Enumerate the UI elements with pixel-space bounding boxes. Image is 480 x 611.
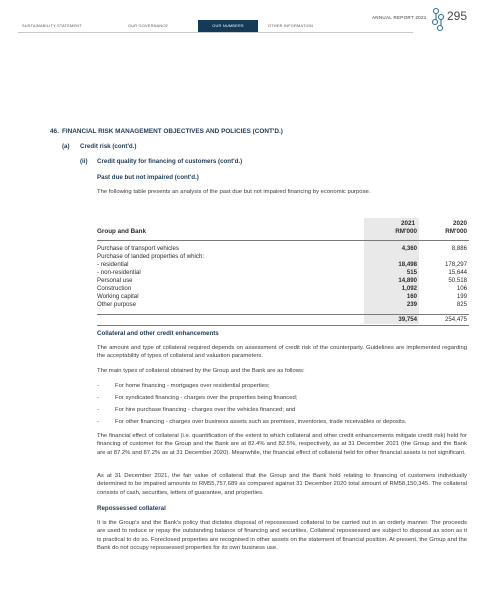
table-row (97, 277, 469, 285)
row-label: - residential (97, 261, 129, 268)
table-row (97, 285, 469, 293)
subsection-ii-title: Credit quality for financing of customers (cont'd.) (97, 158, 243, 165)
list-item-text: For other financing - charges over business assets such as premises, inventories, trade receivables or deposits. (115, 419, 407, 425)
table-header-group-and-bank: Group and Bank (97, 228, 146, 235)
collateral-paragraph-3: The financial effect of collateral (i.e. quantification of the extent to which collateral and other credit enhancements mitigate credit risk) held for financing of customer for the Group and the Bank are at 82.4% and 82.5%, respectively, as at 31 December 2021 (the Group and the Bank are at 87.2% and 87.2% as at 31 December 2020). Meanwhile, the financial effect of collateral held for other financial assets is not significant. (97, 433, 467, 456)
collateral-paragraph-4: As at 31 December 2021, the fair value of collateral that the Group and the Bank hold relating to financing of customers individually determined to be impaired amounts to RM55,757,689 as compared against 31 December 2020 total amount of RM58,150,345. The collateral consists of cash, securities, letters of guarantee, and properties. (97, 473, 467, 496)
table-total-bottom-rule (97, 325, 469, 326)
row-label: Personal use (97, 277, 133, 284)
list-item: - For hire purchase financing - charges over the vehicles financed; and (97, 407, 296, 413)
tab-our-governance[interactable]: OUR GOVERNANCE (128, 23, 169, 28)
list-item-text: For hire purchase financing - charges over the vehicles financed; and (115, 407, 296, 413)
table-header-rule (97, 240, 469, 241)
list-item-text: For home financing - mortgages over residential properties; (115, 383, 270, 389)
subsection-a-title: Credit risk (cont'd.) (80, 143, 137, 150)
collateral-types-list (97, 382, 467, 430)
row-label: - non-residential (97, 269, 141, 276)
section-number: 46. (50, 128, 59, 135)
table-row (97, 269, 469, 277)
row-value-2020: 15,644 (448, 269, 467, 276)
row-value-2020: 199 (456, 293, 467, 300)
row-label: Working capital (97, 293, 139, 300)
tab-other-information[interactable]: OTHER INFORMATION (268, 23, 314, 28)
row-value-2021: 18,498 (398, 261, 417, 268)
table-row (97, 245, 469, 253)
collateral-heading: Collateral and other credit enhancements (97, 330, 219, 337)
brand-logo-icon (431, 7, 445, 33)
row-value-2021: 515 (406, 269, 417, 276)
list-item-text: For syndicated financing - charges over the properties being financed; (115, 395, 298, 401)
row-label: Purchase of transport vehicles (97, 245, 179, 252)
row-label: Other purpose (97, 301, 136, 308)
subsection-ii-number: (ii) (80, 158, 88, 165)
total-value-2020: 254,475 (444, 316, 467, 323)
list-item: - For syndicated financing - charges over the properties being financed; (97, 395, 298, 401)
row-value-2020: 50,518 (448, 277, 467, 284)
table-intro: The following table presents an analysis of the past due but not impaired financing by economic purpose. (97, 189, 371, 195)
row-value-2021: 1,092 (401, 285, 417, 292)
collateral-paragraph-2: The main types of collateral obtained by the Group and the Bank are as follows: (97, 368, 305, 374)
row-value-2021: 160 (406, 293, 417, 300)
row-value-2020: 825 (456, 301, 467, 308)
past-due-heading: Past due but not impaired (cont'd.) (97, 174, 199, 181)
table-total-top-rule (97, 314, 469, 315)
repossessed-paragraph: It is the Group's and the Bank's policy that dictates disposal of repossessed collateral to be carried out in an orderly manner. The proceeds are used to reduce or repay the outstanding balance of financing and securities. Collateral repossessed are subject to disposal as soon as it is practical to do so. Foreclosed properties are recognised in other assets on the statement of financial position. At present, the Group and the Bank do not occupy repossessed properties for its own business use. (97, 520, 467, 551)
repossessed-heading: Repossessed collateral (97, 505, 166, 512)
page-number: 295 (447, 9, 468, 23)
row-value-2020: 8,886 (451, 245, 467, 252)
list-item: - For home financing - mortgages over residential properties; (97, 383, 270, 389)
total-value-2021: 39,754 (398, 316, 417, 323)
section-title: FINANCIAL RISK MANAGEMENT OBJECTIVES AND POLICIES (CONT'D.) (62, 128, 283, 135)
row-value-2021: 14,890 (398, 277, 417, 284)
list-item: - For other financing - charges over business assets such as premises, inventories, trade receivables or deposits. (97, 419, 407, 425)
row-value-2020: 106 (456, 285, 467, 292)
table-header-unit-2021: RM'000 (395, 228, 417, 235)
table-row (97, 293, 469, 301)
row-value-2020: 178,297 (444, 261, 467, 268)
row-label: Construction (97, 285, 132, 292)
report-title: ANNUAL REPORT 2021 (372, 15, 427, 20)
table-row (97, 253, 469, 261)
row-value-2021: 239 (406, 301, 417, 308)
tab-sustainability-statement[interactable]: SUSTAINABILITY STATEMENT (22, 23, 82, 28)
row-label: Purchase of landed properties of which: (97, 253, 205, 260)
tab-our-numbers[interactable]: OUR NUMBERS (198, 20, 258, 32)
table-header-year-2020: 2020 (452, 220, 467, 227)
table-header-unit-2020: RM'000 (445, 228, 467, 235)
top-navigation (18, 20, 413, 33)
table-header-year-2021: 2021 (400, 220, 415, 227)
table-total-row (97, 316, 469, 324)
collateral-paragraph-1: The amount and type of collateral required depends on assessment of credit risk of the counterparty. Guidelines are implemented regarding the acceptability of types of collateral and valuation parameters. (97, 345, 467, 360)
subsection-a-number: (a) (62, 143, 70, 150)
table-row (97, 301, 469, 309)
table-row (97, 261, 469, 269)
row-value-2021: 4,360 (401, 245, 417, 252)
